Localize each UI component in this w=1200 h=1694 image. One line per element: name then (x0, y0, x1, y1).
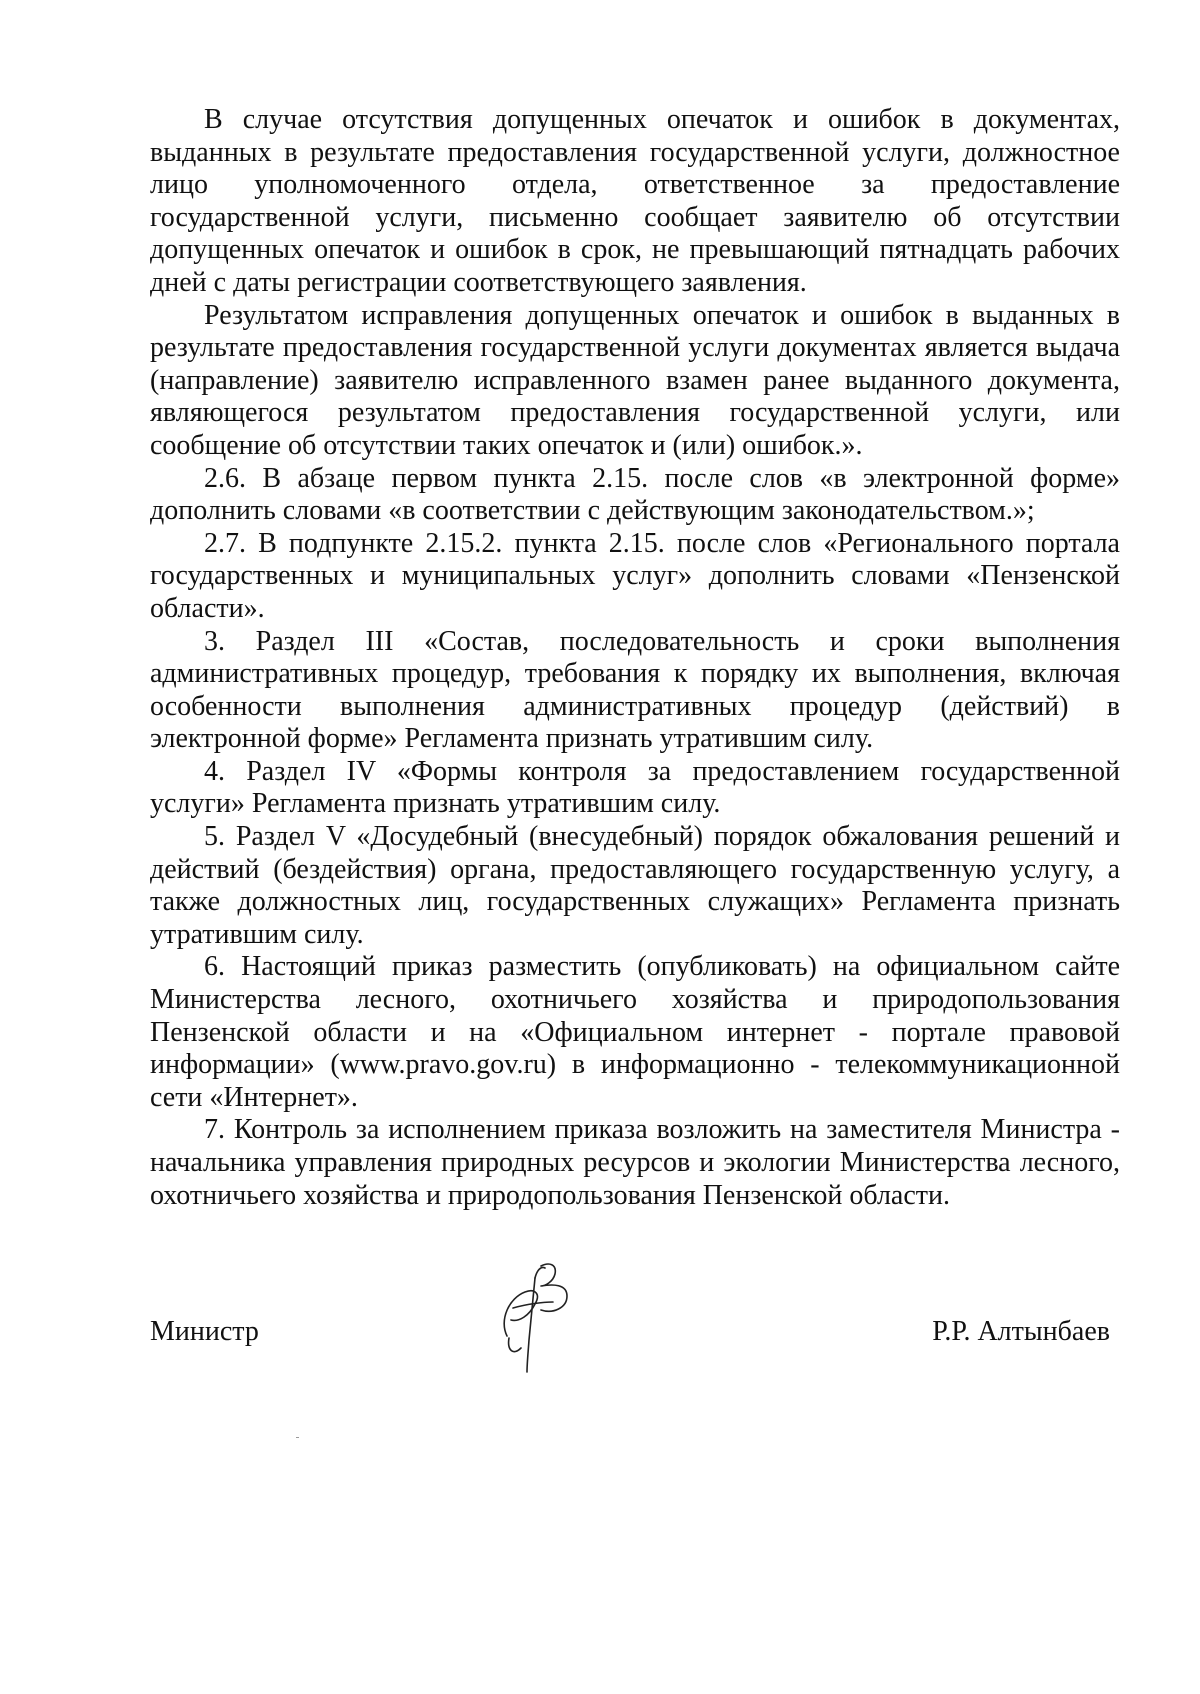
paragraph-item-3: 3. Раздел III «Состав, последовательность и сроки выполнения административных процедур, требования к порядку их выполнения, включая особенности выполнения административных процедур (действий) в электронной форме» Регламента признать утратившим силу. (150, 625, 1120, 755)
paragraph-item-2-6: 2.6. В абзаце первом пункта 2.15. после слов «в электронной форме» дополнить словами «в соответствии с действующим законодательством.»; (150, 462, 1120, 527)
handwritten-signature-icon (495, 1258, 605, 1378)
signature-block (150, 1258, 1120, 1378)
document-body (150, 104, 1120, 1212)
paragraph-item-2-7: 2.7. В подпункте 2.15.2. пункта 2.15. после слов «Регионального портала государственных и муниципальных услуг» дополнить словами «Пензенской области». (150, 527, 1120, 624)
scan-speck (296, 1437, 299, 1438)
paragraph-item-7: 7. Контроль за исполнением приказа возложить на заместителя Министра - начальника управления природных ресурсов и экологии Министерства лесного, охотничьего хозяйства и природопользования Пензенской области. (150, 1114, 1120, 1211)
paragraph-item-6: 6. Настоящий приказ разместить (опубликовать) на официальном сайте Министерства лесного, охотничьего хозяйства и природопользования Пензенской области и на «Официальном интернет - портале правовой информации» (www.pravo.gov.ru) в информационно - телекоммуникационной сети «Интернет». (150, 951, 1120, 1113)
paragraph-correction-result: Результатом исправления допущенных опечаток и ошибок в выданных в результате предоставления государственной услуги документах является выдача (направление) заявителю исправленного взамен ранее выданного документа, являющегося результатом предоставления государственной услуги, или сообщение об отсутствии таких опечаток и (или) ошибок.». (150, 299, 1120, 461)
paragraph-typo-notice: В случае отсутствия допущенных опечаток и ошибок в документах, выданных в результате предоставления государственной услуги, должностное лицо уполномоченного отдела, ответственное за предоставление государственной услуги, письменно сообщает заявителю об отсутствии допущенных опечаток и ошибок в срок, не превышающий пятнадцать рабочих дней с даты регистрации соответствующего заявления. (150, 104, 1120, 298)
signatory-title: Министр (150, 1316, 259, 1347)
paragraph-item-5: 5. Раздел V «Досудебный (внесудебный) порядок обжалования решений и действий (бездействия) органа, предоставляющего государственную услугу, а также должностных лиц, государственных служащих» Регламента признать утратившим силу. (150, 821, 1120, 950)
signatory-name: Р.Р. Алтынбаев (932, 1316, 1110, 1347)
paragraph-item-4: 4. Раздел IV «Формы контроля за предоставлением государственной услуги» Регламента признать утратившим силу. (150, 755, 1120, 820)
